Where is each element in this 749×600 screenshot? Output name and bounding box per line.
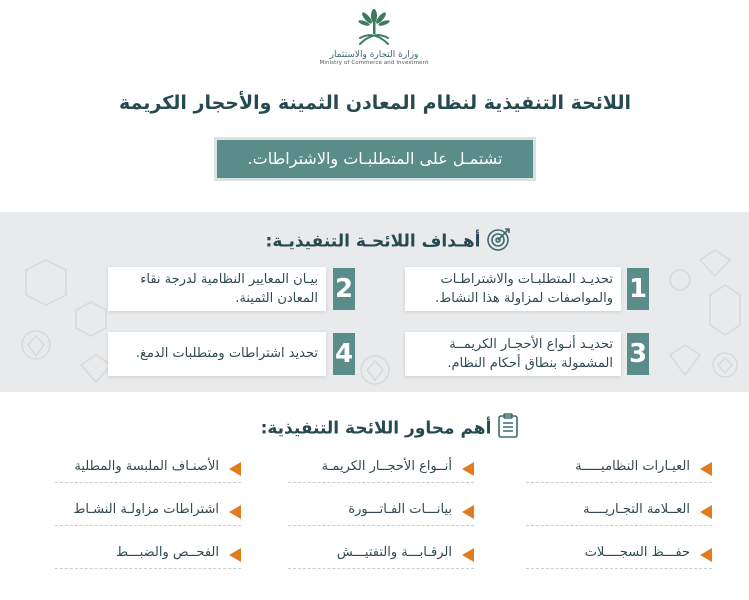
goal-text-2: بيـان المعايير النظامية لدرجة نقاء المعادن الثمينة. — [140, 272, 318, 306]
goal-number-3: 3 — [627, 333, 649, 375]
ministry-name-ar: وزارة التجارة والاستثمار — [329, 50, 419, 60]
triangle-marker-icon — [700, 462, 712, 476]
triangle-marker-icon — [700, 505, 712, 519]
triangle-marker-icon — [700, 548, 712, 562]
page-title: اللائحة التنفيذية لنظام المعادن الثمينة والأحجار الكريمة — [118, 92, 632, 114]
triangle-marker-icon — [462, 505, 474, 519]
subtitle-banner: تشتمـل على المتطلبـات والاشتراطات. — [214, 137, 536, 181]
goal-text-3: تحديـد أنـواع الأحجـار الكريمــة المشمولة بنطاق أحكام النظام. — [447, 337, 613, 371]
triangle-marker-icon — [229, 505, 241, 519]
goal-card-4 — [108, 332, 326, 376]
axis-item: حفـــظ السجــــلات — [526, 541, 712, 569]
axis-item: أنــواع الأحجــار الكريمـة — [288, 455, 474, 483]
axes-heading-text: أهم محاور اللائحة التنفيذية: — [260, 418, 492, 439]
palm-swords-emblem-icon — [354, 8, 394, 48]
goal-number-4: 4 — [333, 333, 355, 375]
goal-card-3 — [405, 332, 621, 376]
checklist-icon — [497, 413, 519, 444]
ministry-logo — [318, 8, 430, 78]
axis-item: بيانـــات الفـاتـــورة — [288, 498, 474, 526]
triangle-marker-icon — [462, 462, 474, 476]
gem-decoration-icon — [355, 350, 395, 390]
goal-text-4: تحديد اشتراطات ومتطلبات الدمغ. — [135, 346, 318, 361]
goal-card-1 — [405, 267, 621, 311]
goal-number-2: 2 — [333, 268, 355, 310]
triangle-marker-icon — [229, 548, 241, 562]
axes-heading — [260, 413, 520, 444]
triangle-marker-icon — [229, 462, 241, 476]
axis-item: اشتراطات مزاولـة النشـاط — [55, 498, 241, 526]
goal-card-2 — [108, 267, 326, 311]
ministry-name-en: Ministry of Commerce and Investment — [319, 60, 429, 66]
axis-item: العــلامة التجـاريــــة — [526, 498, 712, 526]
goal-number-1: 1 — [627, 268, 649, 310]
triangle-marker-icon — [462, 548, 474, 562]
goals-heading-text: أهـداف اللائحـة التنفيذيـة: — [265, 231, 481, 252]
target-icon — [486, 226, 512, 257]
axis-item: الفحــص والضبـــط — [55, 541, 241, 569]
goals-heading — [254, 226, 524, 257]
axis-item: العيـارات النظاميـــــة — [526, 455, 712, 483]
goal-text-1: تحديـد المتطلبـات والاشتراطـات والمواصفات لمزاولة هذا النشاط. — [435, 272, 613, 306]
axis-item: الرقـابـــة والتفتيـــش — [288, 541, 474, 569]
axis-item: الأصنـاف الملبسة والمطلية — [55, 455, 241, 483]
gem-decoration-icon — [640, 240, 749, 390]
gem-decoration-icon — [6, 250, 116, 390]
